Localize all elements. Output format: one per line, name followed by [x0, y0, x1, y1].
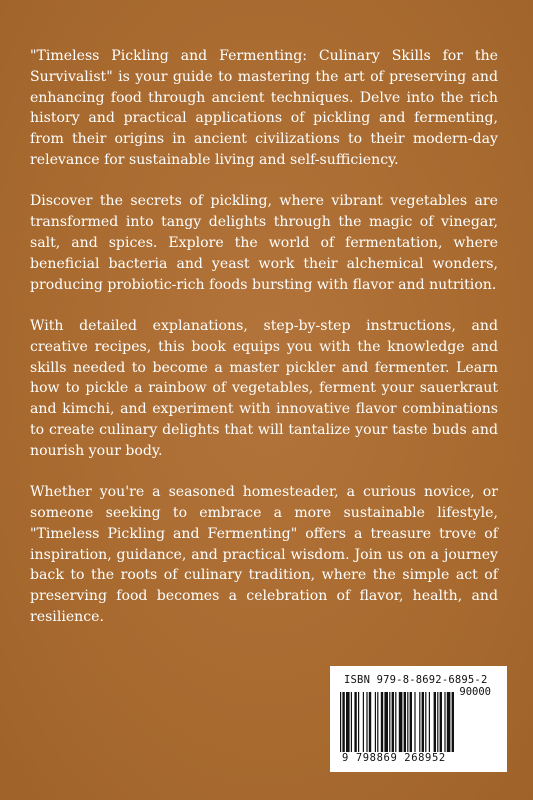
barcode-bar	[354, 692, 356, 752]
barcode-bar	[434, 692, 436, 752]
ean-digits: 9 798869 268952	[342, 752, 446, 764]
barcode-bar	[399, 692, 403, 752]
barcode-bar	[410, 692, 412, 752]
blurb-paragraph-4: Whether you're a seasoned homesteader, a curious novice, or someone seeking to embrace a more sustainable lifestyle, "Timeless Pickling and Fermenting" offers a treasure trove of inspiration, guidance, and practical wisdom. Join us on a journey back to the roots of culinary tradition, where the simple act of preserving food becomes a celebration of flavor, health, and resilience.	[30, 484, 498, 625]
barcode-bar	[384, 692, 388, 752]
barcode-bar	[381, 692, 383, 752]
barcode-bar	[414, 692, 415, 752]
barcode-bar	[389, 692, 390, 752]
blurb-paragraph-1: "Timeless Pickling and Fermenting: Culinary Skills for the Survivalist" is your guide to mastering the art of preserving and enhancing food through ancient techniques. Delve into the rich history and practical applications of pickling and fermenting, from their origins in ancient civilizations to their modern-day relevance for sustainable living and self-sufficiency.	[30, 48, 498, 168]
isbn-label: ISBN 979-8-8692-6895-2	[344, 674, 488, 686]
blurb-paragraph-3: With detailed explanations, step-by-step instructions, and creative recipes, this book equips you with the knowledge and skills needed to become a master pickler and fermenter. Learn how to pickle a rainbow of vegetables, ferment your sauerkraut and kimchi, and experiment with innovative flavor combinations to create culinary delights that will tantalize your taste buds and nourish your body.	[30, 317, 498, 459]
barcode-bar	[392, 692, 394, 752]
price-code: 90000	[459, 686, 491, 698]
barcode-bar	[419, 692, 420, 752]
barcode-bar	[452, 692, 454, 752]
blurb-paragraph-2: Discover the secrets of pickling, where vibrant vegetables are transformed into tangy delights through the magic of vinegar, salt, and spices. Explore the world of fermentation, where beneficial bacteria and yeast work their alchemical wonders, producing probiotic-rich foods bursting with flavor and nutrition.	[30, 193, 498, 293]
barcode-bar	[351, 692, 352, 752]
barcode-bar	[429, 692, 430, 752]
barcode-bar	[422, 692, 424, 752]
barcode-bar	[346, 692, 350, 752]
barcode-bar	[366, 692, 367, 752]
barcode-bar	[407, 692, 408, 752]
barcode-bar	[340, 692, 341, 752]
barcode-bar	[358, 692, 359, 752]
barcode-bars	[338, 692, 500, 752]
barcode-bar	[404, 692, 406, 752]
barcode-bar	[375, 692, 376, 752]
barcode-bar	[444, 692, 445, 752]
barcode-bar	[363, 692, 364, 752]
barcode-bar	[342, 692, 344, 752]
isbn-barcode-panel	[330, 666, 507, 772]
barcode-bar	[377, 692, 378, 752]
barcode-bar	[440, 692, 442, 752]
barcode-bar	[395, 692, 396, 752]
barcode-bar	[437, 692, 438, 752]
barcode-bar	[447, 692, 451, 752]
barcode-bar	[369, 692, 371, 752]
blurb-text	[30, 46, 498, 648]
barcode-bar	[425, 692, 426, 752]
